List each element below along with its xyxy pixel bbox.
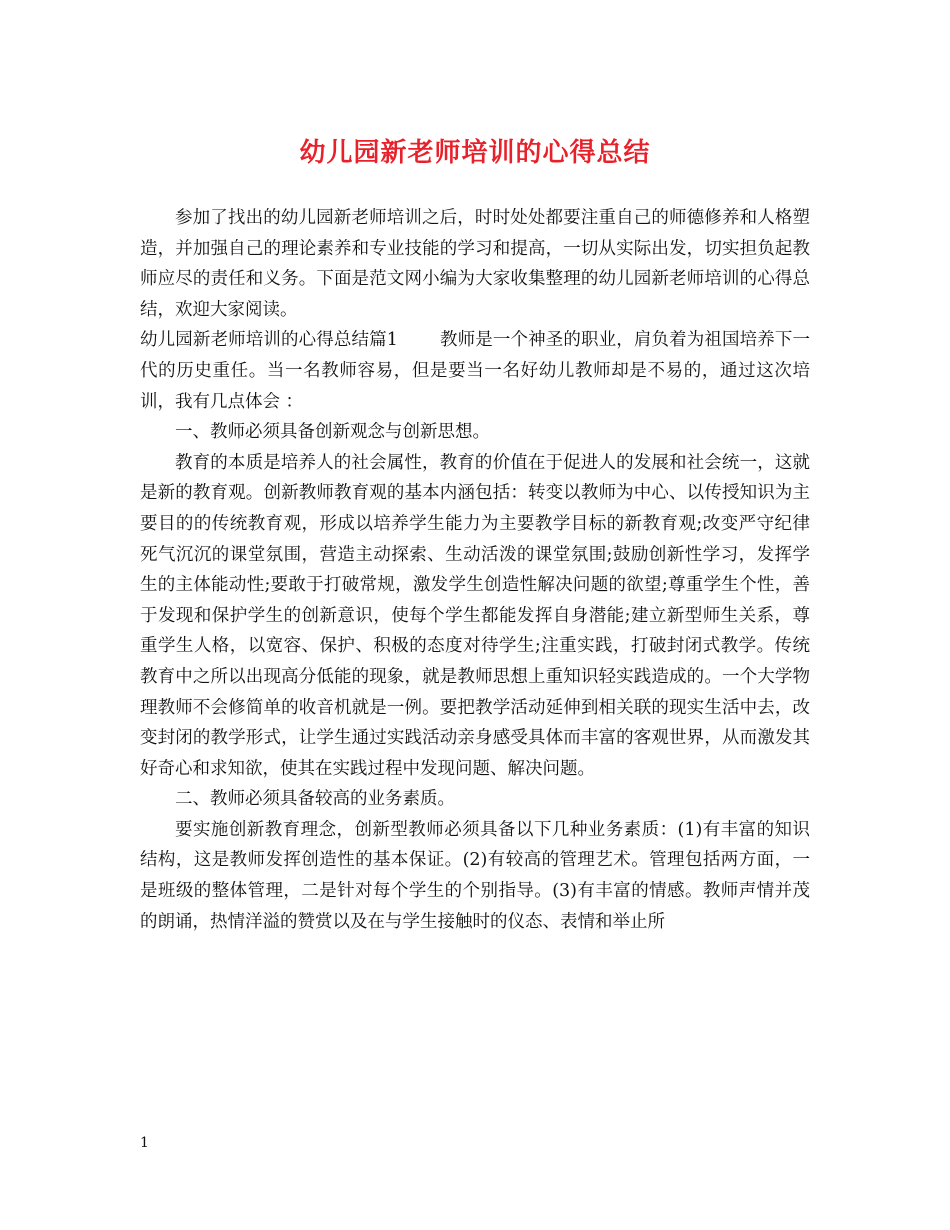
section-1-heading: 幼儿园新老师培训的心得总结篇1 (140, 330, 398, 351)
page-number: 1 (140, 1135, 149, 1151)
section-1-text: 教师是一个神圣的职业，肩负着为祖国培养下一代的历史重任。当一名教师容易，但是要当一名好幼儿教师却是不易的，通过这次培训，我有几点体会 ： (140, 330, 811, 412)
intro-paragraph: 参加了找出的幼儿园新老师培训之后，时时处处都要注重自己的师德修养和人格塑造，并加强自己的理论素养和专业技能的学习和提高，一切从实际出发，切实担负起教师应尽的责任和义务。下面是范文网小编为大家收集整理的幼儿园新老师培训的心得总结，欢迎大家阅读。 (140, 208, 810, 320)
point-2-paragraph: 要实施创新教育理念，创新型教师必须具备以下几种业务素质：(1)有丰富的知识结构，这是教师发挥创造性的基本保证。(2)有较高的管理艺术。管理包括两方面，一是班级的整体管理，二是针对每个学生的个别指导。(3)有丰富的情感。教师声情并茂的朗诵，热情洋溢的赞赏以及在与学生接触时的仪态、表情和举止所 (140, 819, 810, 932)
document-body (140, 203, 810, 937)
document-title: 幼儿园新老师培训的心得总结 (299, 138, 651, 168)
point-1-paragraph: 教育的本质是培养人的社会属性，教育的价值在于促进人的发展和社会统一，这就是新的教育观。创新教师教育观的基本内涵包括：转变以教师为中心、以传授知识为主要目的的传统教育观，形成以培养学生能力为主要教学目标的新教育观;改变严守纪律死气沉沉的课堂氛围，营造主动探索、生动活泼的课堂氛围;鼓励创新性学习，发挥学生的主体能动性;要敢于打破常规，激发学生创造性解决问题的欲望;尊重学生个性，善于发现和保护学生的创新意识，使每个学生都能发挥自身潜能;建立新型师生关系，尊重学生人格，以宽容、保护、积极的态度对待学生;注重实践，打破封闭式教学。传统教育中之所以出现高分低能的现象，就是教师思想上重知识轻实践造成的。一个大学物理教师不会修简单的收音机就是一例。要把教学活动延伸到相关联的现实生活中去，改变封闭的教学形式，让学生通过实践活动亲身感受具体而丰富的客观世界，从而激发其好奇心和求知欲，使其在实践过程中发现问题、解决问题。 (140, 452, 810, 779)
point-2-heading: 二、教师必须具备较高的业务素质。 (175, 789, 455, 810)
point-1-heading: 一、教师必须具备创新观念与创新思想。 (175, 422, 490, 443)
section-1-paragraph (140, 325, 810, 417)
